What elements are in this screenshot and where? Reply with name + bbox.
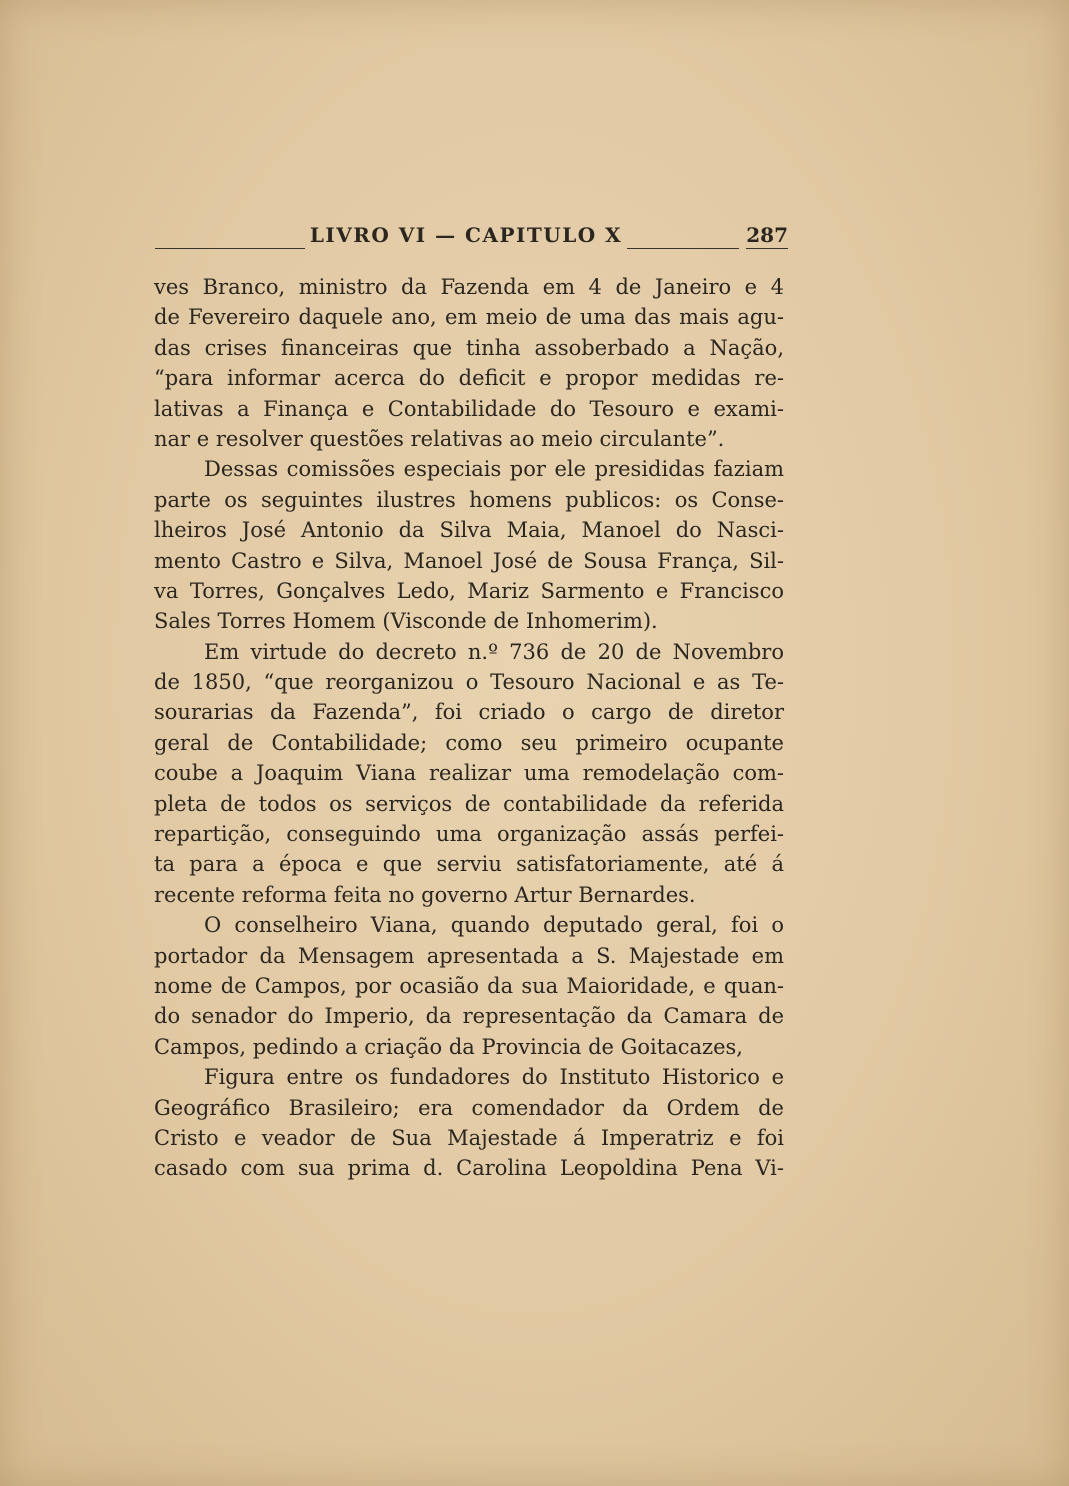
header-rule-left: [155, 248, 305, 249]
text-line: Campos, pedindo a criação da Provincia de Goitacazes,: [154, 1034, 743, 1059]
text-line: nar e resolver questões relativas ao meio circulante”.: [154, 426, 725, 451]
text-line: va Torres, Gonçalves Ledo, Mariz Sarmento e Francisco: [154, 578, 784, 603]
text-line: Cristo e veador de Sua Majestade á Imperatriz e foi: [154, 1125, 784, 1150]
chapter-heading: LIVRO VI — CAPITULO X: [309, 223, 623, 247]
text-line: parte os seguintes ilustres homens publicos: os Conse-: [154, 487, 784, 512]
text-line: lheiros José Antonio da Silva Maia, Manoel do Nasci-: [154, 518, 784, 543]
text-line: geral de Contabilidade; como seu primeiro ocupante: [154, 730, 784, 755]
body-text: [154, 272, 784, 1184]
text-line: coube a Joaquim Viana realizar uma remodelação com-: [154, 761, 784, 786]
text-line: ta para a época e que serviu satisfatoriamente, até á: [154, 852, 784, 877]
text-line: repartição, conseguindo uma organização assás perfei-: [154, 822, 784, 847]
text-line: lativas a Finança e Contabilidade do Tesouro e exami-: [154, 396, 784, 421]
header-rule-right: [627, 248, 739, 249]
text-line: “para informar acerca do deficit e propor medidas re-: [154, 366, 784, 391]
text-line: pleta de todos os serviços de contabilidade da referida: [154, 791, 784, 816]
text-line: Sales Torres Homem (Visconde de Inhomerim).: [154, 609, 658, 634]
text-line: Figura entre os fundadores do Instituto Historico e: [204, 1065, 784, 1090]
text-line: O conselheiro Viana, quando deputado geral, foi o: [204, 913, 784, 938]
text-line: Em virtude do decreto n.º 736 de 20 de Novembro: [204, 639, 784, 664]
text-line: portador da Mensagem apresentada a S. Majestade em: [154, 943, 784, 968]
text-line: Geográfico Brasileiro; era comendador da Ordem de: [154, 1095, 784, 1120]
page-number: 287: [746, 223, 788, 247]
text-line: do senador do Imperio, da representação da Camara de: [154, 1004, 784, 1029]
running-header: [155, 221, 790, 251]
text-line: casado com sua prima d. Carolina Leopoldina Pena Vi-: [154, 1156, 784, 1181]
text-line: ves Branco, ministro da Fazenda em 4 de Janeiro e 4: [154, 275, 784, 299]
text-line: sourarias da Fazenda”, foi criado o cargo de diretor: [154, 700, 784, 725]
text-line: Dessas comissões especiais por ele presididas faziam: [204, 457, 784, 482]
text-line: nome de Campos, por ocasião da sua Maioridade, e quan-: [154, 973, 784, 998]
text-line: mento Castro e Silva, Manoel José de Sousa França, Sil-: [154, 548, 784, 573]
text-line: de Fevereiro daquele ano, em meio de uma das mais agu-: [154, 305, 784, 330]
text-line: de 1850, “que reorganizou o Tesouro Nacional e as Te-: [154, 670, 784, 695]
text-line: das crises financeiras que tinha assoberbado a Nação,: [154, 335, 784, 360]
text-line: recente reforma feita no governo Artur Bernardes.: [154, 882, 696, 907]
